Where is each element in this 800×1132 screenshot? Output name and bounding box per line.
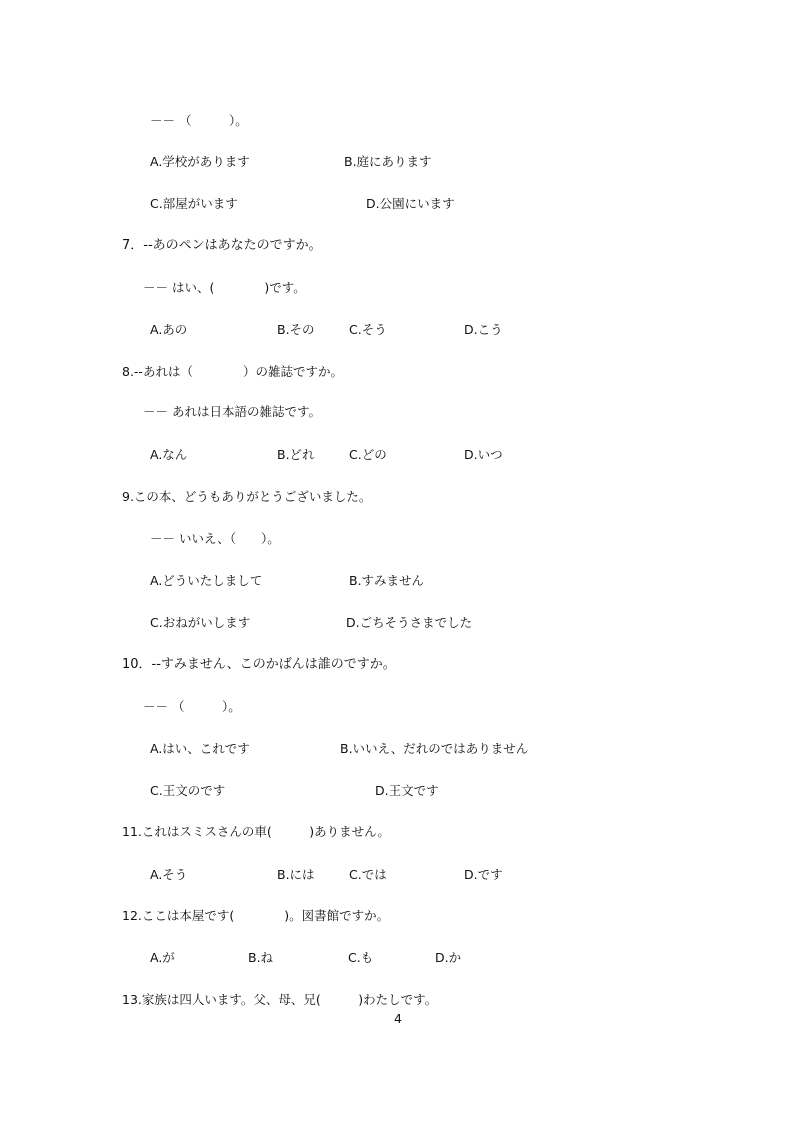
question-9: 9.この本、どうもありがとうございました。 — [122, 489, 372, 504]
option-a: A.そう — [150, 867, 188, 882]
question-7: 7．--あのペンはあなたのですか。 — [122, 238, 322, 253]
option-d: D.ごちそうさまでした — [346, 615, 473, 630]
option-a: A.学校があります — [150, 154, 250, 169]
question-8: 8.--あれは（ ）の雑誌ですか。 — [122, 364, 343, 379]
option-c: C.おねがいします — [150, 615, 251, 630]
option-c: C.そう — [349, 322, 387, 337]
question-10: 10．--すみません、このかばんは誰のですか。 — [122, 657, 396, 672]
answer-line: －－ （ ）。 — [143, 699, 241, 714]
option-c: C.王文のです — [150, 783, 226, 798]
option-c: C.部屋がいます — [150, 196, 238, 211]
option-b: B.ね — [248, 950, 274, 965]
option-a: A.あの — [150, 322, 188, 337]
option-b: B.には — [277, 867, 315, 882]
answer-line: －－ いいえ、（ ）。 — [150, 531, 280, 546]
option-d: D.です — [464, 867, 503, 882]
option-b: B.すみません — [349, 573, 425, 588]
answer-line: －－ （ ）。 — [150, 113, 248, 128]
option-d: D.いつ — [464, 447, 503, 462]
page-number: 4 — [394, 1011, 402, 1026]
option-a: A.はい、これです — [150, 741, 250, 756]
option-d: D.王文です — [375, 783, 439, 798]
option-c: C.どの — [349, 447, 387, 462]
option-c: C.では — [349, 867, 387, 882]
option-b: B.どれ — [277, 447, 315, 462]
question-11: 11.これはスミスさんの車( )ありません。 — [122, 824, 390, 839]
option-a: A.なん — [150, 447, 188, 462]
question-12: 12.ここは本屋です( )。図書館ですか。 — [122, 908, 390, 923]
option-d: D.こう — [464, 322, 503, 337]
option-d: D.か — [435, 950, 462, 965]
option-c: C.も — [348, 950, 374, 965]
option-a: A.が — [150, 950, 175, 965]
answer-line: －－ はい、( )です。 — [143, 280, 306, 295]
answer-line: －－ あれは日本語の雑誌です。 — [143, 404, 321, 419]
question-13: 13.家族は四人います。父、母、兄( )わたしです。 — [122, 992, 438, 1007]
option-b: B.その — [277, 322, 315, 337]
option-a: A.どういたしまして — [150, 573, 263, 588]
option-b: B.庭にあります — [344, 154, 432, 169]
option-d: D.公園にいます — [366, 196, 455, 211]
option-b: B.いいえ、だれのではありません — [340, 741, 529, 756]
